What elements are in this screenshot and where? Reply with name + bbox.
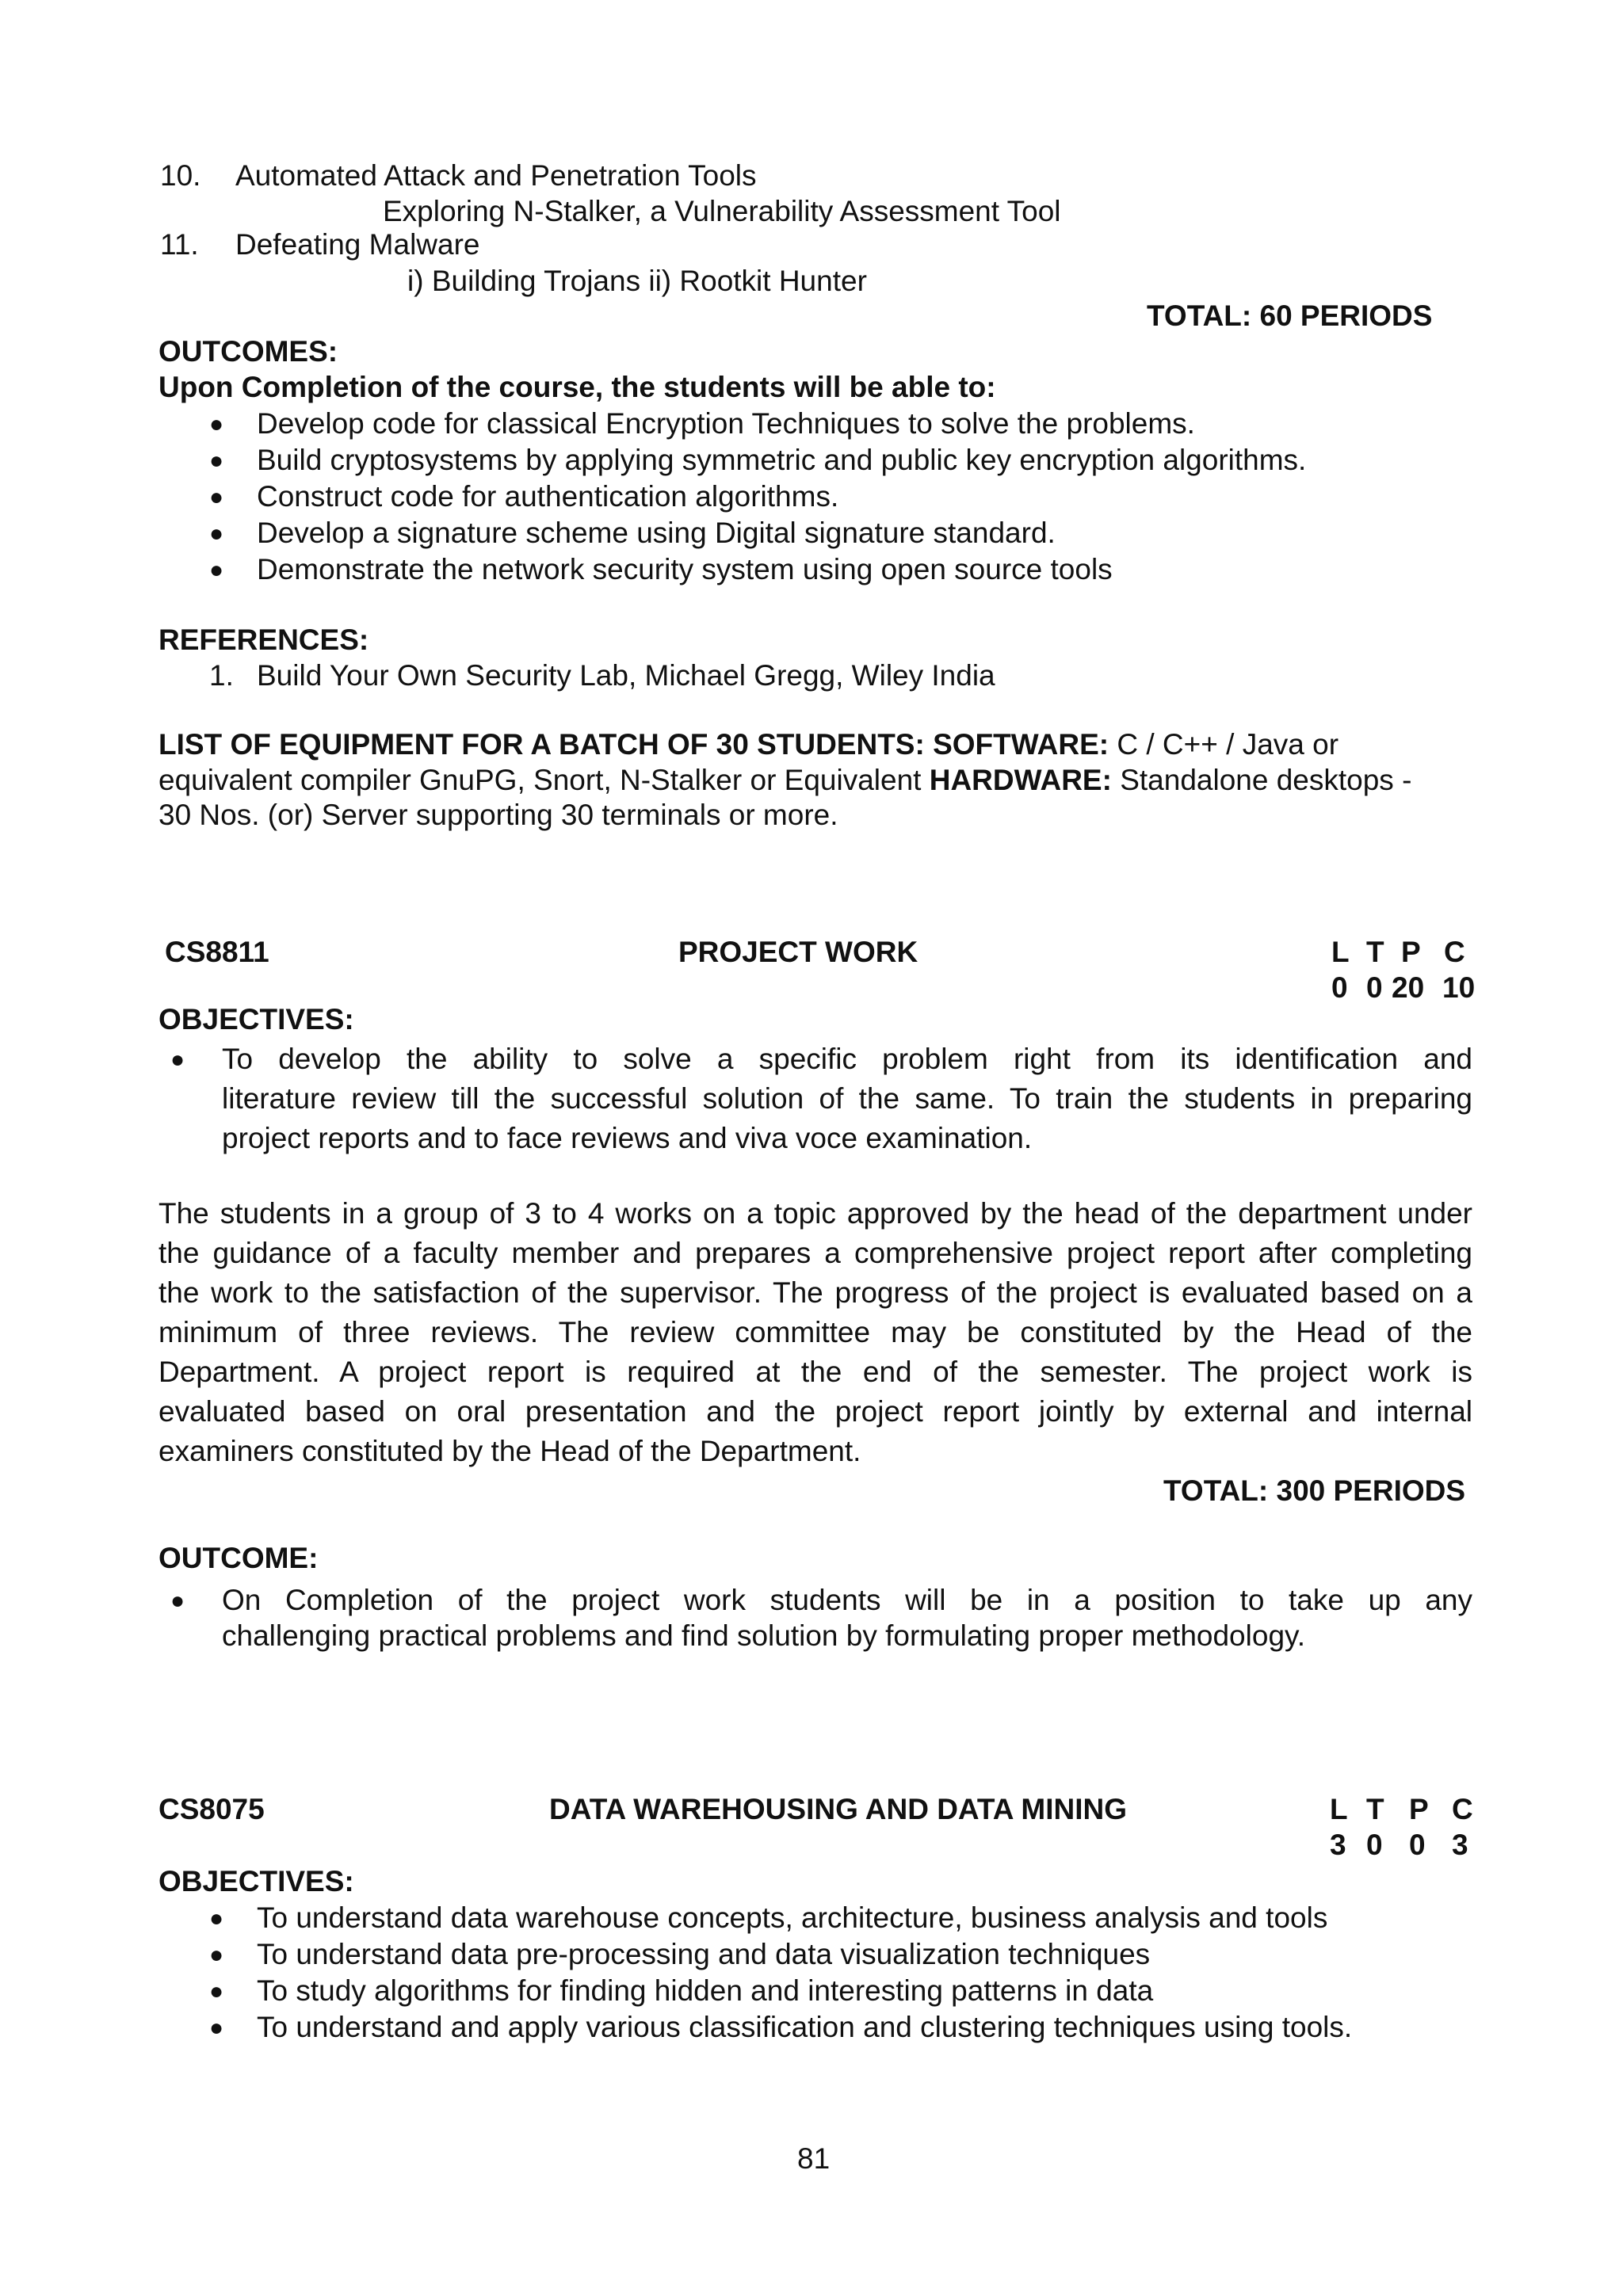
bullet-icon: ● [209, 448, 224, 474]
course-code: CS8075 [158, 1793, 265, 1825]
outcome-item: Demonstrate the network security system using open source tools [257, 553, 1113, 585]
ltpc-t-value: 0 [1366, 971, 1383, 1004]
ltpc-c: C [1444, 936, 1465, 968]
outcome-line: challenging practical problems and find solution by formulating proper methodology. [222, 1619, 1306, 1652]
ltpc-p-value: 0 [1409, 1829, 1426, 1861]
equipment-software-text-cont: equivalent compiler GnuPG, Snort, N-Stalker or Equivalent [158, 764, 922, 796]
bullet-icon: ● [209, 2015, 224, 2041]
course-title: PROJECT WORK [678, 936, 918, 968]
equipment-line-3: 30 Nos. (or) Server supporting 30 terminals or more. [158, 799, 838, 831]
lab-item-11-number: 11. [160, 228, 199, 261]
lab-item-10-title: Automated Attack and Penetration Tools [235, 159, 757, 192]
page-number: 81 [797, 2142, 831, 2175]
course-total: TOTAL: 300 PERIODS [1163, 1474, 1466, 1507]
ltpc-p-value: 20 [1392, 971, 1425, 1004]
ltpc-l-value: 0 [1331, 971, 1348, 1004]
ltpc-c-value: 10 [1442, 971, 1476, 1004]
equipment-software-label: LIST OF EQUIPMENT FOR A BATCH OF 30 STUDENTS: SOFTWARE: [158, 728, 1109, 761]
description-line: the work to the satisfaction of the supervisor. The progress of the project is evaluated based on a [158, 1276, 1472, 1309]
bullet-icon: ● [209, 1978, 224, 2004]
ltpc-c-value: 3 [1452, 1829, 1468, 1861]
course-title: DATA WAREHOUSING AND DATA MINING [549, 1793, 1127, 1825]
bullet-icon: ● [209, 1942, 224, 1968]
objective-item: To study algorithms for finding hidden and interesting patterns in data [257, 1974, 1154, 2007]
references-heading: REFERENCES: [158, 624, 369, 656]
bullet-icon: ● [209, 411, 224, 437]
ltpc-t: T [1366, 1793, 1384, 1825]
description-line: Department. A project report is required at the end of the semester. The project work is [158, 1356, 1472, 1388]
lab-total: TOTAL: 60 PERIODS [1147, 299, 1433, 332]
outcomes-intro: Upon Completion of the course, the students will be able to: [158, 371, 996, 403]
ltpc-p: P [1401, 936, 1421, 968]
bullet-icon: ● [209, 521, 224, 547]
lab-item-10-number: 10. [160, 159, 201, 192]
outcome-item: Develop a signature scheme using Digital signature standard. [257, 517, 1056, 549]
bullet-icon: ● [170, 1588, 185, 1614]
equipment-software-text: C / C++ / Java or [1117, 728, 1339, 761]
equipment-line-1 [158, 727, 1338, 762]
outcome-item: Construct code for authentication algorithms. [257, 480, 839, 513]
description-line: The students in a group of 3 to 4 works on a topic approved by the head of the department under [158, 1197, 1472, 1230]
bullet-icon: ● [209, 557, 224, 583]
lab-item-11-detail: i) Building Trojans ii) Rootkit Hunter [407, 265, 867, 297]
ltpc-l: L [1331, 936, 1350, 968]
lab-item-10-detail: Exploring N-Stalker, a Vulnerability Assessment Tool [383, 195, 1061, 227]
objective-line: project reports and to face reviews and viva voce examination. [222, 1122, 1033, 1154]
description-line: minimum of three reviews. The review committee may be constituted by the Head of the [158, 1316, 1472, 1348]
ltpc-p: P [1409, 1793, 1429, 1825]
description-line: the guidance of a faculty member and prepares a comprehensive project report after completing [158, 1237, 1472, 1269]
outcome-line: On Completion of the project work students will be in a position to take up any [222, 1584, 1472, 1616]
outcome-item: Develop code for classical Encryption Techniques to solve the problems. [257, 407, 1195, 440]
objectives-heading: OBJECTIVES: [158, 1003, 354, 1035]
objective-item: To understand and apply various classification and clustering techniques using tools. [257, 2011, 1353, 2043]
ltpc-t: T [1366, 936, 1384, 968]
reference-item: Build Your Own Security Lab, Michael Gregg, Wiley India [257, 659, 995, 692]
objective-item: To understand data warehouse concepts, architecture, business analysis and tools [257, 1901, 1328, 1934]
bullet-icon: ● [209, 1905, 224, 1932]
objective-line: To develop the ability to solve a specific problem right from its identification and [222, 1043, 1472, 1075]
outcome-heading: OUTCOME: [158, 1542, 319, 1574]
objectives-heading: OBJECTIVES: [158, 1865, 354, 1897]
description-line: evaluated based on oral presentation and the project report jointly by external and internal [158, 1395, 1472, 1428]
course-code: CS8811 [165, 936, 269, 968]
bullet-icon: ● [170, 1047, 185, 1073]
ltpc-l: L [1330, 1793, 1348, 1825]
reference-number: 1. [209, 659, 234, 692]
ltpc-t-value: 0 [1366, 1829, 1383, 1861]
equipment-hardware-label: HARDWARE: [929, 764, 1112, 796]
bullet-icon: ● [209, 484, 224, 510]
description-line: examiners constituted by the Head of the Department. [158, 1435, 861, 1467]
equipment-hardware-text: Standalone desktops - [1120, 764, 1412, 796]
outcome-item: Build cryptosystems by applying symmetric and public key encryption algorithms. [257, 444, 1307, 476]
ltpc-l-value: 3 [1330, 1829, 1346, 1861]
lab-item-11-title: Defeating Malware [235, 228, 480, 261]
objective-item: To understand data pre-processing and data visualization techniques [257, 1938, 1151, 1970]
outcomes-heading: OUTCOMES: [158, 335, 338, 368]
objective-line: literature review till the successful solution of the same. To train the students in preparing [222, 1082, 1472, 1115]
ltpc-c: C [1452, 1793, 1473, 1825]
equipment-line-2 [158, 763, 1411, 798]
